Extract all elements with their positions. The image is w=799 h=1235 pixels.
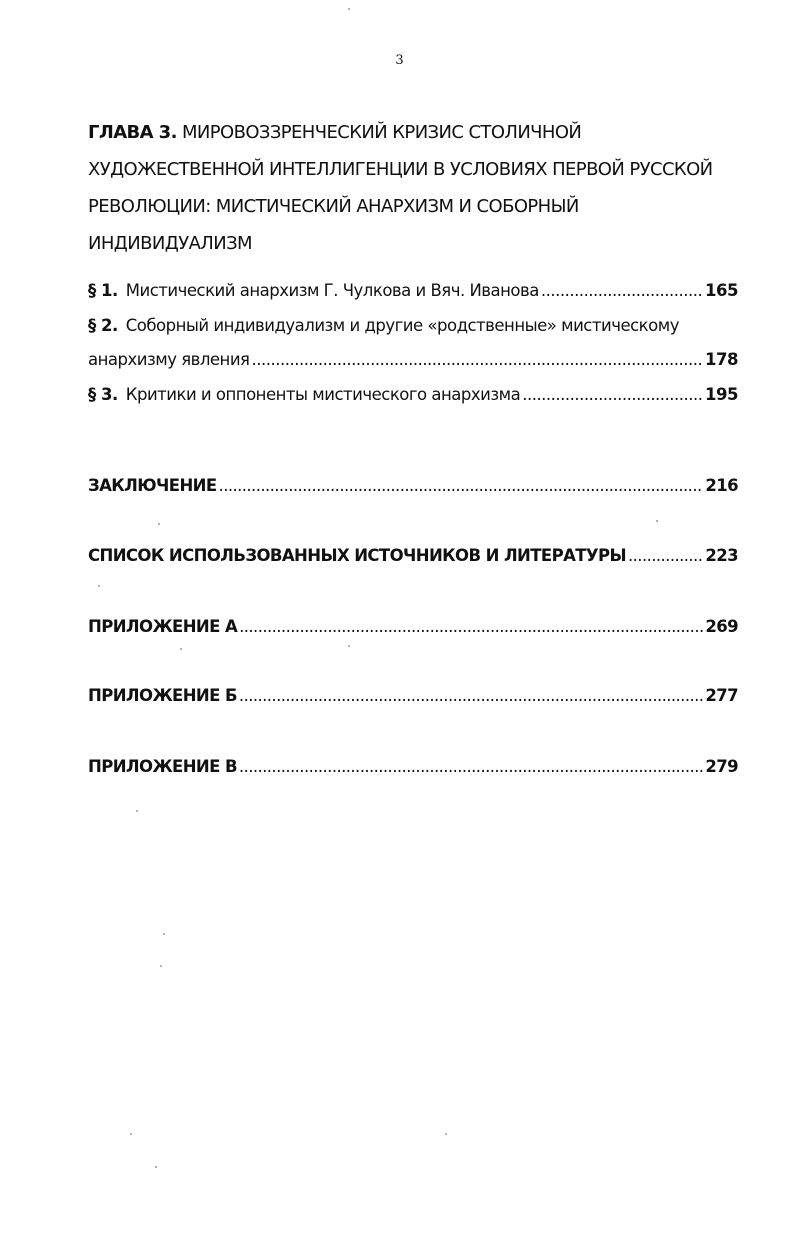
dot-leader	[541, 281, 703, 300]
scan-speck	[155, 1166, 157, 1168]
toc-entry-appendix-a[interactable]	[88, 617, 738, 636]
section-title-line2: анархизму явления	[88, 350, 250, 369]
scan-speck	[158, 523, 160, 525]
scan-speck	[445, 1133, 447, 1135]
section-title: Критики и оппоненты мистического анархизма	[125, 385, 521, 404]
entry-page: 216	[705, 476, 738, 495]
section-page: 195	[705, 385, 738, 404]
dot-leader	[239, 617, 703, 636]
chapter-heading	[88, 114, 738, 262]
toc-section-2-continued[interactable]	[88, 350, 738, 369]
entry-title: ПРИЛОЖЕНИЕ В	[88, 757, 237, 776]
section-title: Мистический анархизм Г. Чулкова и Вяч. Иванова	[125, 281, 539, 300]
entry-title: СПИСОК ИСПОЛЬЗОВАННЫХ ИСТОЧНИКОВ И ЛИТЕРАТУРЫ	[88, 546, 627, 565]
toc-section-2[interactable]	[88, 316, 738, 335]
entry-title: ЗАКЛЮЧЕНИЕ	[88, 476, 217, 495]
scan-speck	[98, 585, 100, 587]
scan-speck	[163, 933, 165, 935]
toc-section-1[interactable]	[88, 281, 738, 300]
toc-entry-appendix-v[interactable]	[88, 757, 738, 776]
scan-speck	[348, 645, 350, 647]
dot-leader	[628, 546, 703, 565]
scan-speck	[348, 8, 350, 10]
scan-speck	[656, 520, 658, 522]
section-page: 178	[705, 350, 738, 369]
entry-page: 223	[705, 546, 738, 565]
chapter-title: МИРОВОЗЗРЕНЧЕСКИЙ КРИЗИС СТОЛИЧНОЙ ХУДОЖЕСТВЕННОЙ ИНТЕЛЛИГЕНЦИИ В УСЛОВИЯХ ПЕРВОЙ РУССКОЙ РЕВОЛЮЦИИ: МИСТИЧЕСКИЙ АНАРХИЗМ И СОБОРНЫЙ ИНДИВИДУАЛИЗМ	[88, 122, 713, 254]
entry-page: 277	[705, 686, 738, 705]
entry-title: ПРИЛОЖЕНИЕ А	[88, 617, 238, 636]
entry-page: 269	[705, 617, 738, 636]
page-number: 3	[395, 53, 404, 68]
dot-leader	[522, 385, 703, 404]
toc-entry-appendix-b[interactable]	[88, 686, 738, 705]
dot-leader	[239, 686, 703, 705]
dot-leader	[252, 350, 704, 369]
scan-speck	[180, 648, 182, 650]
scan-speck	[160, 965, 162, 967]
toc-entry-bibliography[interactable]	[88, 546, 738, 565]
entry-title: ПРИЛОЖЕНИЕ Б	[88, 686, 237, 705]
section-title-line1: Соборный индивидуализм и другие «родственные» мистическому	[125, 316, 679, 335]
section-number: § 1.	[88, 281, 118, 300]
dot-leader	[219, 476, 704, 495]
section-page: 165	[705, 281, 738, 300]
entry-page: 279	[705, 757, 738, 776]
scan-speck	[136, 810, 138, 812]
chapter-label: ГЛАВА 3.	[88, 122, 177, 143]
section-number: § 2.	[88, 316, 118, 335]
toc-section-3[interactable]	[88, 385, 738, 404]
section-number: § 3.	[88, 385, 118, 404]
dot-leader	[239, 757, 703, 776]
scan-speck	[130, 1133, 132, 1135]
toc-entry-conclusion[interactable]	[88, 476, 738, 495]
